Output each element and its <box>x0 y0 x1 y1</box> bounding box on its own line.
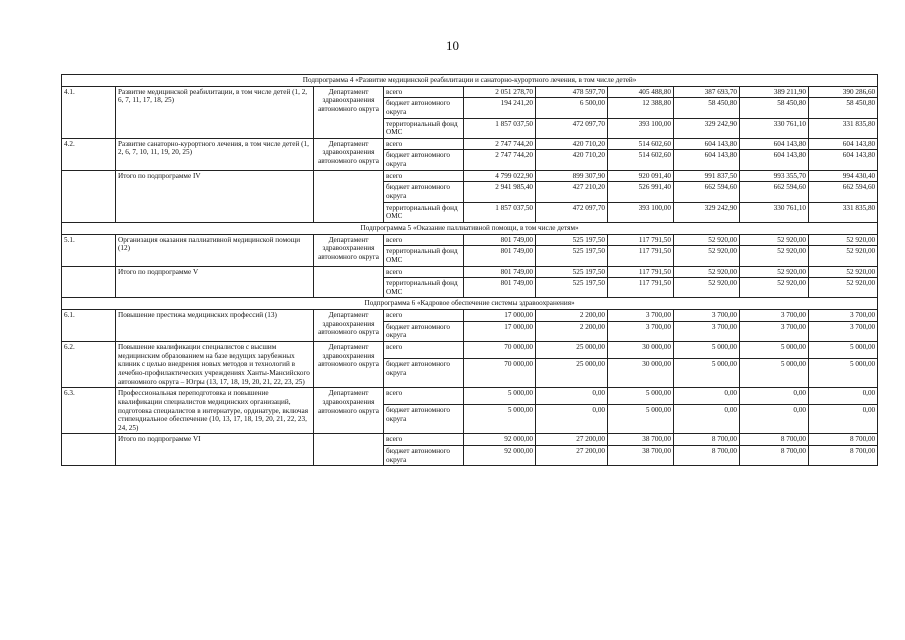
amount-cell: 991 837,50 <box>674 170 740 182</box>
amount-cell: 5 000,00 <box>809 358 878 387</box>
table-row <box>62 342 878 359</box>
amount-cell: 604 143,80 <box>740 138 809 150</box>
amount-cell: 8 700,00 <box>809 434 878 446</box>
amount-cell: 604 143,80 <box>740 150 809 170</box>
funding-source: бюджет автономного округа <box>384 98 464 118</box>
amount-cell: 420 710,20 <box>536 138 608 150</box>
amount-cell: 30 000,00 <box>608 342 674 359</box>
amount-cell: 920 091,40 <box>608 170 674 182</box>
amount-cell: 52 920,00 <box>809 278 878 298</box>
item-number <box>62 170 116 222</box>
executor: Департамент здравоохранения автономного округа <box>314 388 384 434</box>
amount-cell: 2 051 278,70 <box>464 86 536 98</box>
amount-cell: 70 000,00 <box>464 358 536 387</box>
amount-cell: 5 000,00 <box>608 388 674 405</box>
amount-cell: 0,00 <box>809 405 878 434</box>
amount-cell: 604 143,80 <box>674 150 740 170</box>
amount-cell: 8 700,00 <box>740 446 809 466</box>
amount-cell: 3 700,00 <box>674 321 740 341</box>
amount-cell: 5 000,00 <box>740 358 809 387</box>
amount-cell: 330 761,10 <box>740 118 809 138</box>
subprogram-title: Подпрограмма 4 «Развитие медицинской реабилитации и санаторно-курортного лечения, в том числе детей» <box>62 75 878 87</box>
table-row <box>62 388 878 405</box>
amount-cell: 2 747 744,20 <box>464 150 536 170</box>
subtotal-label: Итого по подпрограмме V <box>116 266 314 298</box>
amount-cell: 330 761,10 <box>740 202 809 222</box>
executor <box>314 170 384 222</box>
funding-source: бюджет автономного округа <box>384 182 464 202</box>
amount-cell: 405 488,80 <box>608 86 674 98</box>
subprogram-header-row <box>62 298 878 310</box>
amount-cell: 8 700,00 <box>809 446 878 466</box>
table-row <box>62 138 878 150</box>
amount-cell: 52 920,00 <box>809 234 878 246</box>
funding-source: всего <box>384 234 464 246</box>
amount-cell: 604 143,80 <box>809 150 878 170</box>
amount-cell: 8 700,00 <box>674 446 740 466</box>
funding-source: всего <box>384 266 464 278</box>
funding-source: всего <box>384 310 464 322</box>
executor: Департамент здравоохранения автономного округа <box>314 310 384 342</box>
amount-cell: 420 710,20 <box>536 150 608 170</box>
amount-cell: 0,00 <box>674 405 740 434</box>
amount-cell: 472 097,70 <box>536 118 608 138</box>
amount-cell: 3 700,00 <box>674 310 740 322</box>
amount-cell: 525 197,50 <box>536 246 608 266</box>
amount-cell: 5 000,00 <box>809 342 878 359</box>
amount-cell: 117 791,50 <box>608 266 674 278</box>
amount-cell: 0,00 <box>536 405 608 434</box>
amount-cell: 38 700,00 <box>608 446 674 466</box>
item-number <box>62 266 116 298</box>
amount-cell: 52 920,00 <box>809 246 878 266</box>
table-row <box>62 234 878 246</box>
amount-cell: 387 693,70 <box>674 86 740 98</box>
page-number: 10 <box>446 38 459 53</box>
amount-cell: 92 000,00 <box>464 434 536 446</box>
item-name: Развитие медицинской реабилитации, в том числе детей (1, 2, 6, 7, 11, 17, 18, 25) <box>116 86 314 138</box>
funding-source: бюджет автономного округа <box>384 358 464 387</box>
amount-cell: 27 200,00 <box>536 446 608 466</box>
amount-cell: 2 941 985,40 <box>464 182 536 202</box>
amount-cell: 52 920,00 <box>740 234 809 246</box>
amount-cell: 70 000,00 <box>464 342 536 359</box>
amount-cell: 331 835,80 <box>809 202 878 222</box>
amount-cell: 525 197,50 <box>536 234 608 246</box>
subprogram-header-row <box>62 222 878 234</box>
funding-source: всего <box>384 342 464 359</box>
amount-cell: 52 920,00 <box>674 234 740 246</box>
amount-cell: 662 594,60 <box>740 182 809 202</box>
amount-cell: 525 197,50 <box>536 278 608 298</box>
amount-cell: 393 100,00 <box>608 118 674 138</box>
amount-cell: 52 920,00 <box>674 246 740 266</box>
amount-cell: 0,00 <box>740 388 809 405</box>
amount-cell: 0,00 <box>809 388 878 405</box>
amount-cell: 194 241,20 <box>464 98 536 118</box>
amount-cell: 0,00 <box>536 388 608 405</box>
amount-cell: 662 594,60 <box>809 182 878 202</box>
amount-cell: 526 991,40 <box>608 182 674 202</box>
subprogram-header-row <box>62 75 878 87</box>
amount-cell: 427 210,20 <box>536 182 608 202</box>
funding-source: территориальный фонд ОМС <box>384 118 464 138</box>
amount-cell: 0,00 <box>674 388 740 405</box>
funding-source: бюджет автономного округа <box>384 150 464 170</box>
item-name: Повышение престижа медицинских профессий (13) <box>116 310 314 342</box>
amount-cell: 899 307,90 <box>536 170 608 182</box>
amount-cell: 8 700,00 <box>740 434 809 446</box>
amount-cell: 3 700,00 <box>740 310 809 322</box>
subtotal-row <box>62 434 878 446</box>
item-number <box>62 434 116 466</box>
amount-cell: 514 602,60 <box>608 138 674 150</box>
item-number: 6.3. <box>62 388 116 434</box>
amount-cell: 5 000,00 <box>464 405 536 434</box>
amount-cell: 38 700,00 <box>608 434 674 446</box>
subtotal-label: Итого по подпрограмме IV <box>116 170 314 222</box>
amount-cell: 801 749,00 <box>464 234 536 246</box>
funding-source: всего <box>384 170 464 182</box>
amount-cell: 0,00 <box>740 405 809 434</box>
funding-source: территориальный фонд ОМС <box>384 278 464 298</box>
amount-cell: 2 747 744,20 <box>464 138 536 150</box>
amount-cell: 8 700,00 <box>674 434 740 446</box>
amount-cell: 3 700,00 <box>608 321 674 341</box>
amount-cell: 329 242,90 <box>674 118 740 138</box>
executor: Департамент здравоохранения автономного округа <box>314 86 384 138</box>
amount-cell: 117 791,50 <box>608 278 674 298</box>
amount-cell: 52 920,00 <box>740 246 809 266</box>
funding-source: территориальный фонд ОМС <box>384 246 464 266</box>
amount-cell: 1 857 037,50 <box>464 202 536 222</box>
amount-cell: 662 594,60 <box>674 182 740 202</box>
amount-cell: 329 242,90 <box>674 202 740 222</box>
amount-cell: 389 211,90 <box>740 86 809 98</box>
amount-cell: 4 799 022,90 <box>464 170 536 182</box>
amount-cell: 25 000,00 <box>536 342 608 359</box>
amount-cell: 117 791,50 <box>608 246 674 266</box>
amount-cell: 52 920,00 <box>674 266 740 278</box>
amount-cell: 5 000,00 <box>674 358 740 387</box>
funding-source: всего <box>384 434 464 446</box>
funding-source: бюджет автономного округа <box>384 321 464 341</box>
funding-source: бюджет автономного округа <box>384 446 464 466</box>
funding-source: всего <box>384 388 464 405</box>
item-number: 5.1. <box>62 234 116 266</box>
amount-cell: 30 000,00 <box>608 358 674 387</box>
funding-source: всего <box>384 138 464 150</box>
amount-cell: 58 450,80 <box>740 98 809 118</box>
table-row <box>62 310 878 322</box>
item-number: 4.2. <box>62 138 116 170</box>
item-number: 6.1. <box>62 310 116 342</box>
amount-cell: 478 597,70 <box>536 86 608 98</box>
amount-cell: 3 700,00 <box>608 310 674 322</box>
amount-cell: 58 450,80 <box>809 98 878 118</box>
executor <box>314 434 384 466</box>
amount-cell: 17 000,00 <box>464 310 536 322</box>
amount-cell: 27 200,00 <box>536 434 608 446</box>
funding-source: территориальный фонд ОМС <box>384 202 464 222</box>
amount-cell: 2 200,00 <box>536 310 608 322</box>
item-number: 4.1. <box>62 86 116 138</box>
amount-cell: 17 000,00 <box>464 321 536 341</box>
amount-cell: 514 602,60 <box>608 150 674 170</box>
amount-cell: 52 920,00 <box>740 278 809 298</box>
amount-cell: 390 286,60 <box>809 86 878 98</box>
amount-cell: 6 500,00 <box>536 98 608 118</box>
amount-cell: 3 700,00 <box>809 321 878 341</box>
item-number: 6.2. <box>62 342 116 388</box>
amount-cell: 5 000,00 <box>608 405 674 434</box>
amount-cell: 331 835,80 <box>809 118 878 138</box>
amount-cell: 801 749,00 <box>464 266 536 278</box>
table-row <box>62 86 878 98</box>
amount-cell: 25 000,00 <box>536 358 608 387</box>
item-name: Профессиональная переподготовка и повышение квалификации специалистов медицинских организаций, подготовка специалистов в интернатуре, ординатуре, включая стипендиальное обеспечение (10, 13, 17, 18, 19, 20, 21, 22, 23, 24, 25) <box>116 388 314 434</box>
subtotal-row <box>62 170 878 182</box>
table-body <box>62 75 878 466</box>
amount-cell: 52 920,00 <box>674 278 740 298</box>
amount-cell: 92 000,00 <box>464 446 536 466</box>
amount-cell: 801 749,00 <box>464 278 536 298</box>
executor: Департамент здравоохранения автономного округа <box>314 342 384 388</box>
item-name: Организация оказания паллиативной медицинской помощи (12) <box>116 234 314 266</box>
amount-cell: 1 857 037,50 <box>464 118 536 138</box>
amount-cell: 52 920,00 <box>740 266 809 278</box>
amount-cell: 2 200,00 <box>536 321 608 341</box>
subprogram-title: Подпрограмма 6 «Кадровое обеспечение системы здравоохранения» <box>62 298 878 310</box>
item-name: Развитие санаторно-курортного лечения, в том числе детей (1, 2, 6, 7, 10, 11, 19, 20, 25) <box>116 138 314 170</box>
amount-cell: 117 791,50 <box>608 234 674 246</box>
amount-cell: 801 749,00 <box>464 246 536 266</box>
amount-cell: 604 143,80 <box>674 138 740 150</box>
amount-cell: 3 700,00 <box>740 321 809 341</box>
executor: Департамент здравоохранения автономного округа <box>314 138 384 170</box>
amount-cell: 5 000,00 <box>674 342 740 359</box>
amount-cell: 5 000,00 <box>464 388 536 405</box>
amount-cell: 993 355,70 <box>740 170 809 182</box>
subtotal-row <box>62 266 878 278</box>
executor: Департамент здравоохранения автономного округа <box>314 234 384 266</box>
executor <box>314 266 384 298</box>
amount-cell: 994 430,40 <box>809 170 878 182</box>
item-name: Повышение квалификации специалистов с высшим медицинским образованием на базе ведущих зарубежных клиник с целью внедрения новых методов и технологий в лечебно-профилактических учреждениях Ханты-Мансийского автономного округа – Югры (13, 17, 18, 19, 20, 21, 22, 23, 25) <box>116 342 314 388</box>
amount-cell: 525 197,50 <box>536 266 608 278</box>
subprogram-title: Подпрограмма 5 «Оказание паллиативной помощи, в том числе детям» <box>62 222 878 234</box>
amount-cell: 52 920,00 <box>809 266 878 278</box>
amount-cell: 12 388,80 <box>608 98 674 118</box>
funding-source: бюджет автономного округа <box>384 405 464 434</box>
funding-source: всего <box>384 86 464 98</box>
amount-cell: 472 097,70 <box>536 202 608 222</box>
program-funding-table <box>61 74 878 466</box>
amount-cell: 58 450,80 <box>674 98 740 118</box>
amount-cell: 393 100,00 <box>608 202 674 222</box>
amount-cell: 5 000,00 <box>740 342 809 359</box>
amount-cell: 604 143,80 <box>809 138 878 150</box>
amount-cell: 3 700,00 <box>809 310 878 322</box>
subtotal-label: Итого по подпрограмме VI <box>116 434 314 466</box>
